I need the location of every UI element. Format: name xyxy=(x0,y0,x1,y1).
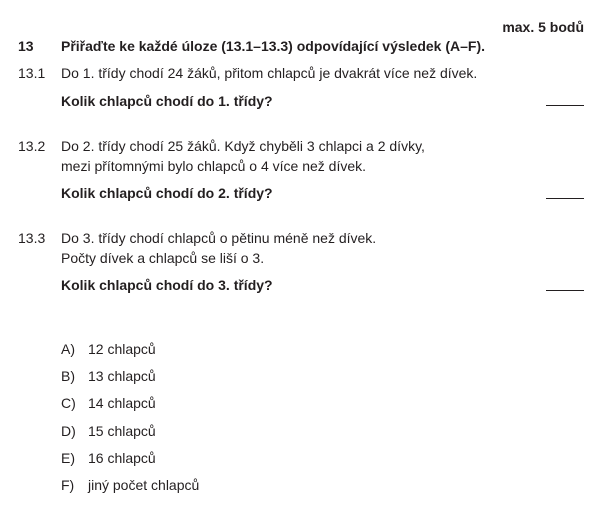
subtask-number: 13.1 xyxy=(18,65,46,81)
answer-blank[interactable] xyxy=(546,198,584,199)
subtask-text-line: mezi přítomnými bylo chlapců o 4 více než dívek. xyxy=(61,158,367,174)
subtask-text-line: Do 1. třídy chodí 24 žáků, přitom chlapců je dvakrát více než dívek. xyxy=(61,65,478,81)
subtask-text-line: Počty dívek a chlapců se liší o 3. xyxy=(61,250,265,266)
subtask-text-line: Do 3. třídy chodí chlapců o pětinu méně než dívek. xyxy=(61,230,377,246)
option-letter: D) xyxy=(61,423,76,439)
task-number: 13 xyxy=(18,38,34,54)
subtask-question: Kolik chlapců chodí do 1. třídy? xyxy=(61,93,273,109)
option-letter: F) xyxy=(61,477,75,493)
option-text: 15 chlapců xyxy=(88,423,156,439)
option-letter: E) xyxy=(61,450,75,466)
answer-blank[interactable] xyxy=(546,105,584,106)
option-letter: C) xyxy=(61,395,76,411)
option-text: jiný počet chlapců xyxy=(88,477,200,493)
option-text: 13 chlapců xyxy=(88,368,156,384)
option-text: 12 chlapců xyxy=(88,341,156,357)
subtask-text-line: Do 2. třídy chodí 25 žáků. Když chyběli 3 chlapci a 2 dívky, xyxy=(61,138,425,154)
answer-blank[interactable] xyxy=(546,290,584,291)
option-text: 16 chlapců xyxy=(88,450,156,466)
subtask-number: 13.2 xyxy=(18,138,46,154)
subtask-question: Kolik chlapců chodí do 3. třídy? xyxy=(61,277,273,293)
option-letter: A) xyxy=(61,341,75,357)
subtask-number: 13.3 xyxy=(18,230,46,246)
task-instruction: Přiřaďte ke každé úloze (13.1–13.3) odpovídající výsledek (A–F). xyxy=(61,38,486,54)
option-letter: B) xyxy=(61,368,75,384)
subtask-question: Kolik chlapců chodí do 2. třídy? xyxy=(61,185,273,201)
max-points-label: max. 5 bodů xyxy=(502,19,584,35)
option-text: 14 chlapců xyxy=(88,395,156,411)
